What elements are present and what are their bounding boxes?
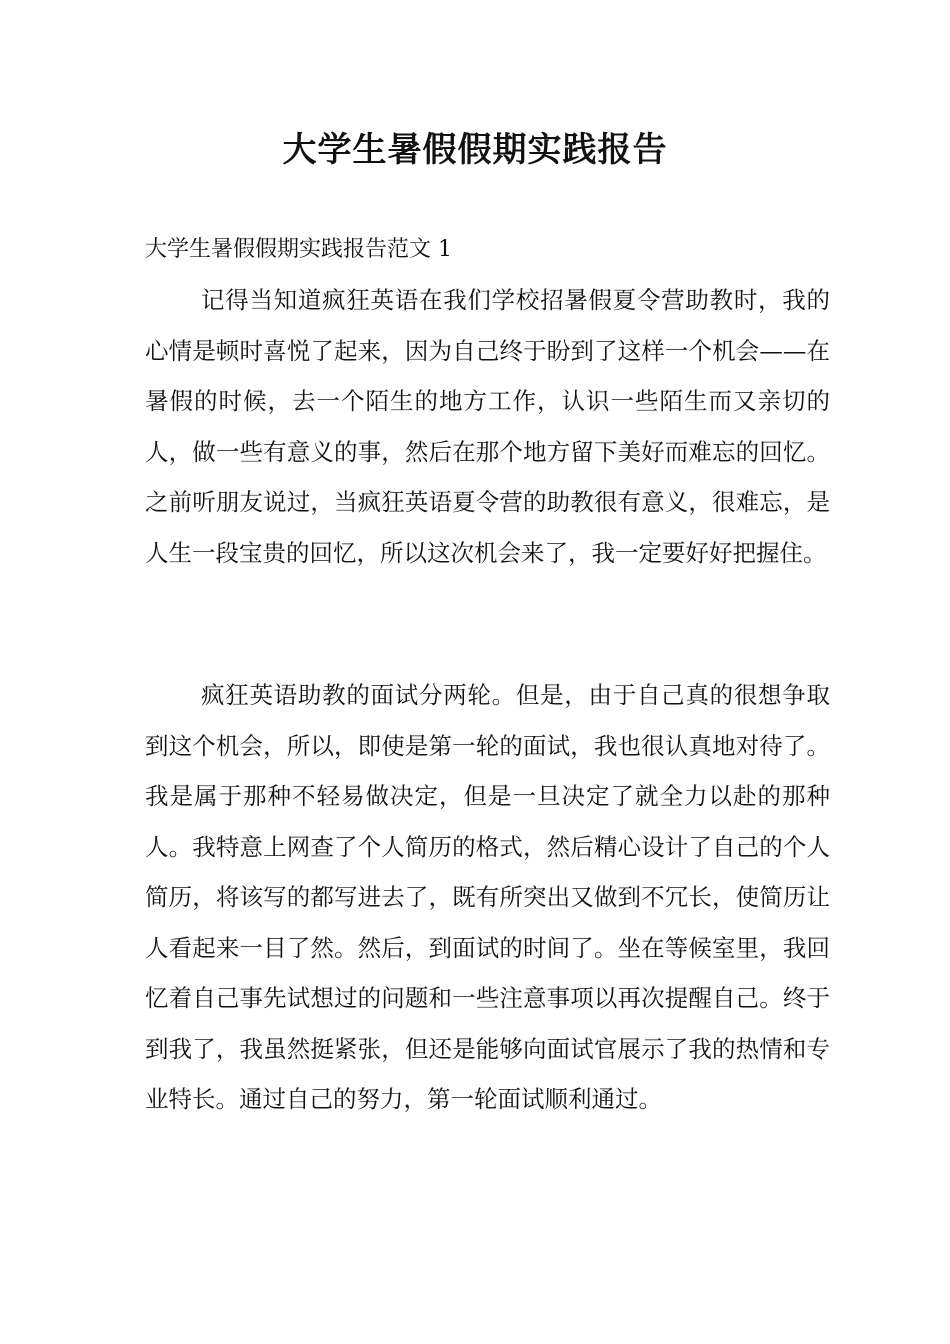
paragraph-2: 疯狂英语助教的面试分两轮。但是，由于自己真的很想争取到这个机会，所以，即使是第一轮的面试，我也很认真地对待了。我是属于那种不轻易做决定，但是一旦决定了就全力以赴的那种人。我特意上网查了个人简历的格式，然后精心设计了自己的个人简历，将该写的都写进去了，既有所突出又做到不冗长，使简历让人看起来一目了然。然后，到面试的时间了。坐在等候室里，我回忆着自己事先试想过的问题和一些注意事项以再次提醒自己。终于到我了，我虽然挺紧张，但还是能够向面试官展示了我的热情和专业特长。通过自己的努力，第一轮面试顺利通过。 — [145, 681, 830, 1113]
page-title: 大学生暑假假期实践报告 — [282, 130, 668, 170]
section-subtitle: 大学生暑假假期实践报告范文 1 — [145, 237, 452, 262]
paragraph-1: 记得当知道疯狂英语在我们学校招暑假夏令营助教时，我的心情是顿时喜悦了起来，因为自己终于盼到了这样一个机会——在暑假的时候，去一个陌生的地方工作，认识一些陌生而又亲切的人，做一些有意义的事，然后在那个地方留下美好而难忘的回忆。之前听朋友说过，当疯狂英语夏令营的助教很有意义，很难忘，是人生一段宝贵的回忆，所以这次机会来了，我一定要好好把握住。 — [145, 286, 830, 567]
